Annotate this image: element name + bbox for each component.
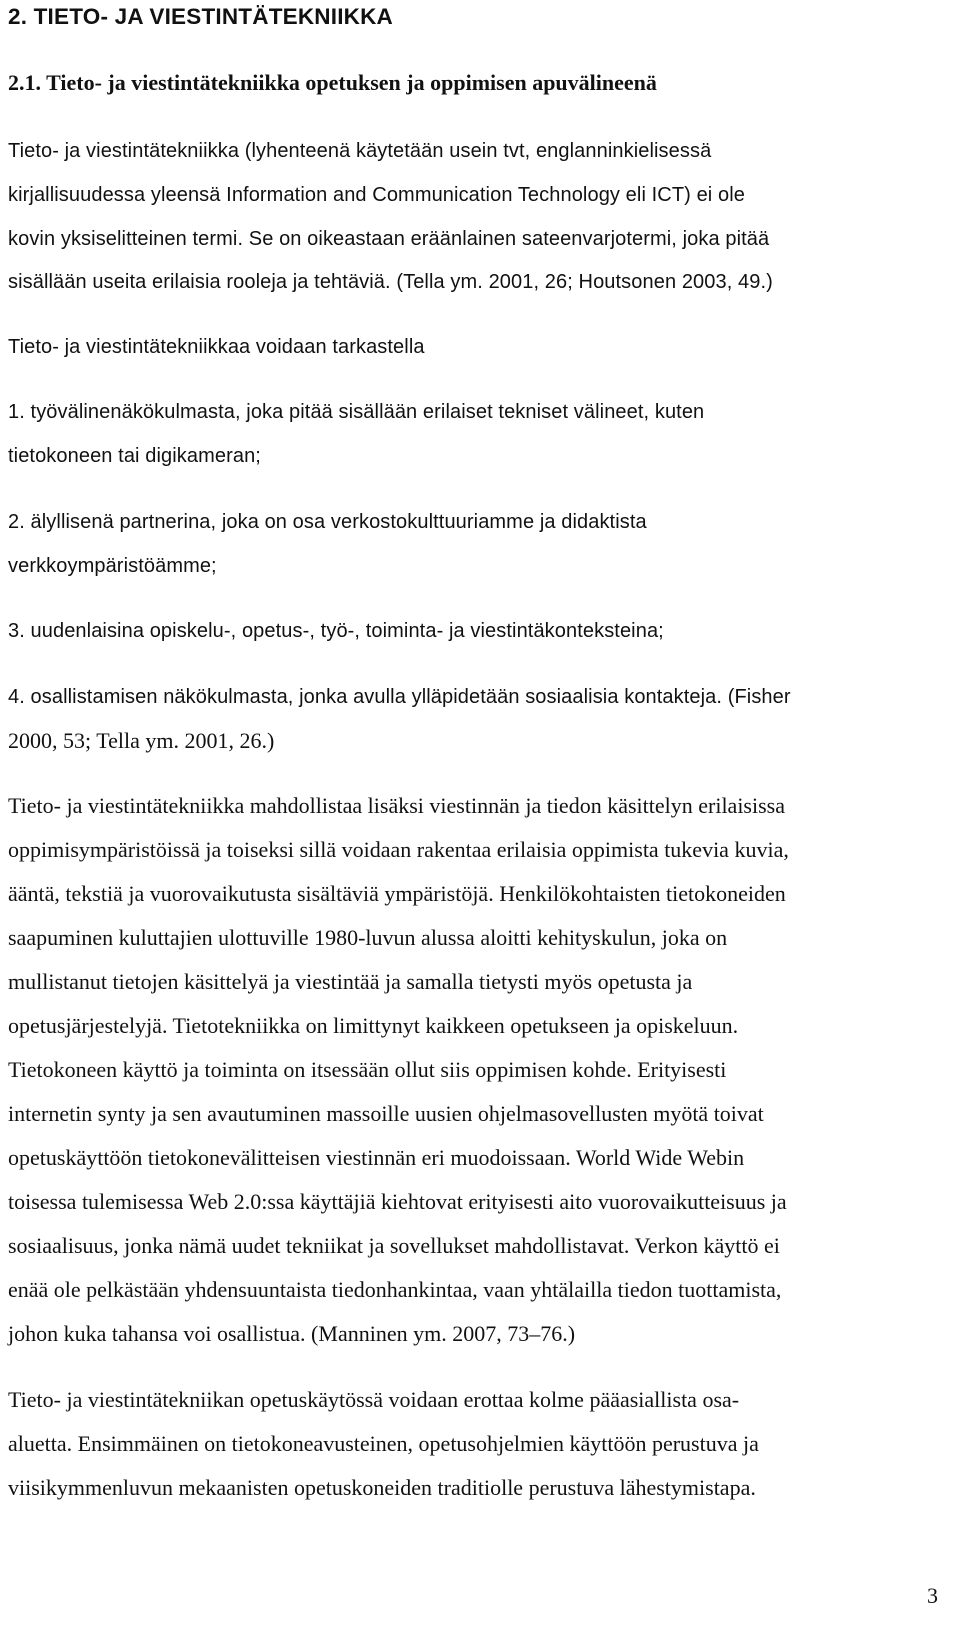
paragraph-line: sosiaalisuus, jonka nämä uudet tekniikat ja sovellukset mahdollistavat. Verkon käyttö ei	[8, 1233, 780, 1258]
chapter-heading: 2. TIETO- JA VIESTINTÄTEKNIIKKA	[8, 4, 393, 29]
paragraph-line: Tieto- ja viestintätekniikka mahdollistaa lisäksi viestinnän ja tiedon käsittelyn erilaisissa	[8, 793, 785, 818]
paragraph-line: toisessa tulemisessa Web 2.0:ssa käyttäjiä kiehtovat erityisesti aito vuorovaikutteisuus ja	[8, 1189, 787, 1214]
intro-line: Tieto- ja viestintätekniikkaa voidaan tarkastella	[8, 336, 425, 358]
paragraph-line: opetuskäyttöön tietokonevälitteisen viestinnän eri muodoissaan. World Wide Webin	[8, 1145, 745, 1170]
list-item: 4. osallistamisen näkökulmasta, jonka avulla ylläpidetään sosiaalisia kontakteja. (Fisher	[8, 686, 791, 708]
list-item: 3. uudenlaisina opiskelu-, opetus-, työ-, toiminta- ja viestintäkonteksteina;	[8, 620, 664, 642]
paragraph-line: opetusjärjestelyjä. Tietotekniikka on limittynyt kaikkeen opetukseen ja opiskeluun.	[8, 1013, 739, 1038]
paragraph-line: Tietokoneen käyttö ja toiminta on itsessään ollut siis oppimisen kohde. Erityisesti	[8, 1057, 727, 1082]
paragraph-line: internetin synty ja sen avautuminen massoille uusien ohjelmasovellusten myötä toivat	[8, 1101, 764, 1126]
list-item: 2000, 53; Tella ym. 2001, 26.)	[8, 728, 275, 753]
list-item: tietokoneen tai digikameran;	[8, 445, 261, 467]
list-item: 2. älyllisenä partnerina, joka on osa verkostokulttuuriamme ja didaktista	[8, 511, 647, 533]
intro-line: kirjallisuudessa yleensä Information and Communication Technology eli ICT) ei ole	[8, 184, 745, 206]
paragraph-line: mullistanut tietojen käsittelyä ja viestintää ja samalla tietysti myös opetusta ja	[8, 969, 693, 994]
paragraph-line: viisikymmenluvun mekaanisten opetuskoneiden traditiolle perustuva lähestymistapa.	[8, 1475, 756, 1500]
paragraph-line: saapuminen kuluttajien ulottuville 1980-luvun alussa aloitti kehityskulun, joka on	[8, 925, 728, 950]
intro-line: kovin yksiselitteinen termi. Se on oikeastaan eräänlainen sateenvarjotermi, joka pitää	[8, 228, 770, 250]
paragraph-line: oppimisympäristöissä ja toiseksi sillä voidaan rakentaa erilaisia oppimista tukevia kuvia,	[8, 837, 789, 862]
paragraph-line: Tieto- ja viestintätekniikan opetuskäytössä voidaan erottaa kolme pääasiallista osa-	[8, 1387, 740, 1412]
intro-line: Tieto- ja viestintätekniikka (lyhenteenä käytetään usein tvt, englanninkielisessä	[8, 140, 712, 162]
paragraph-line: ääntä, tekstiä ja vuorovaikutusta sisältäviä ympäristöjä. Henkilökohtaisten tietokoneiden	[8, 881, 786, 906]
paragraph-line: aluetta. Ensimmäinen on tietokoneavusteinen, opetusohjelmien käyttöön perustuva ja	[8, 1431, 759, 1456]
list-item: verkkoympäristöämme;	[8, 555, 217, 577]
paragraph-line: enää ole pelkästään yhdensuuntaista tiedonhankintaa, vaan yhtälailla tiedon tuottamista,	[8, 1277, 782, 1302]
intro-line: sisällään useita erilaisia rooleja ja tehtäviä. (Tella ym. 2001, 26; Houtsonen 2003, 49.)	[8, 271, 773, 293]
page-number: 3	[927, 1583, 938, 1608]
section-heading: 2.1. Tieto- ja viestintätekniikka opetuksen ja oppimisen apuvälineenä	[8, 70, 657, 95]
list-item: 1. työvälinenäkökulmasta, joka pitää sisällään erilaiset tekniset välineet, kuten	[8, 401, 705, 423]
paragraph-line: johon kuka tahansa voi osallistua. (Manninen ym. 2007, 73–76.)	[8, 1321, 576, 1346]
